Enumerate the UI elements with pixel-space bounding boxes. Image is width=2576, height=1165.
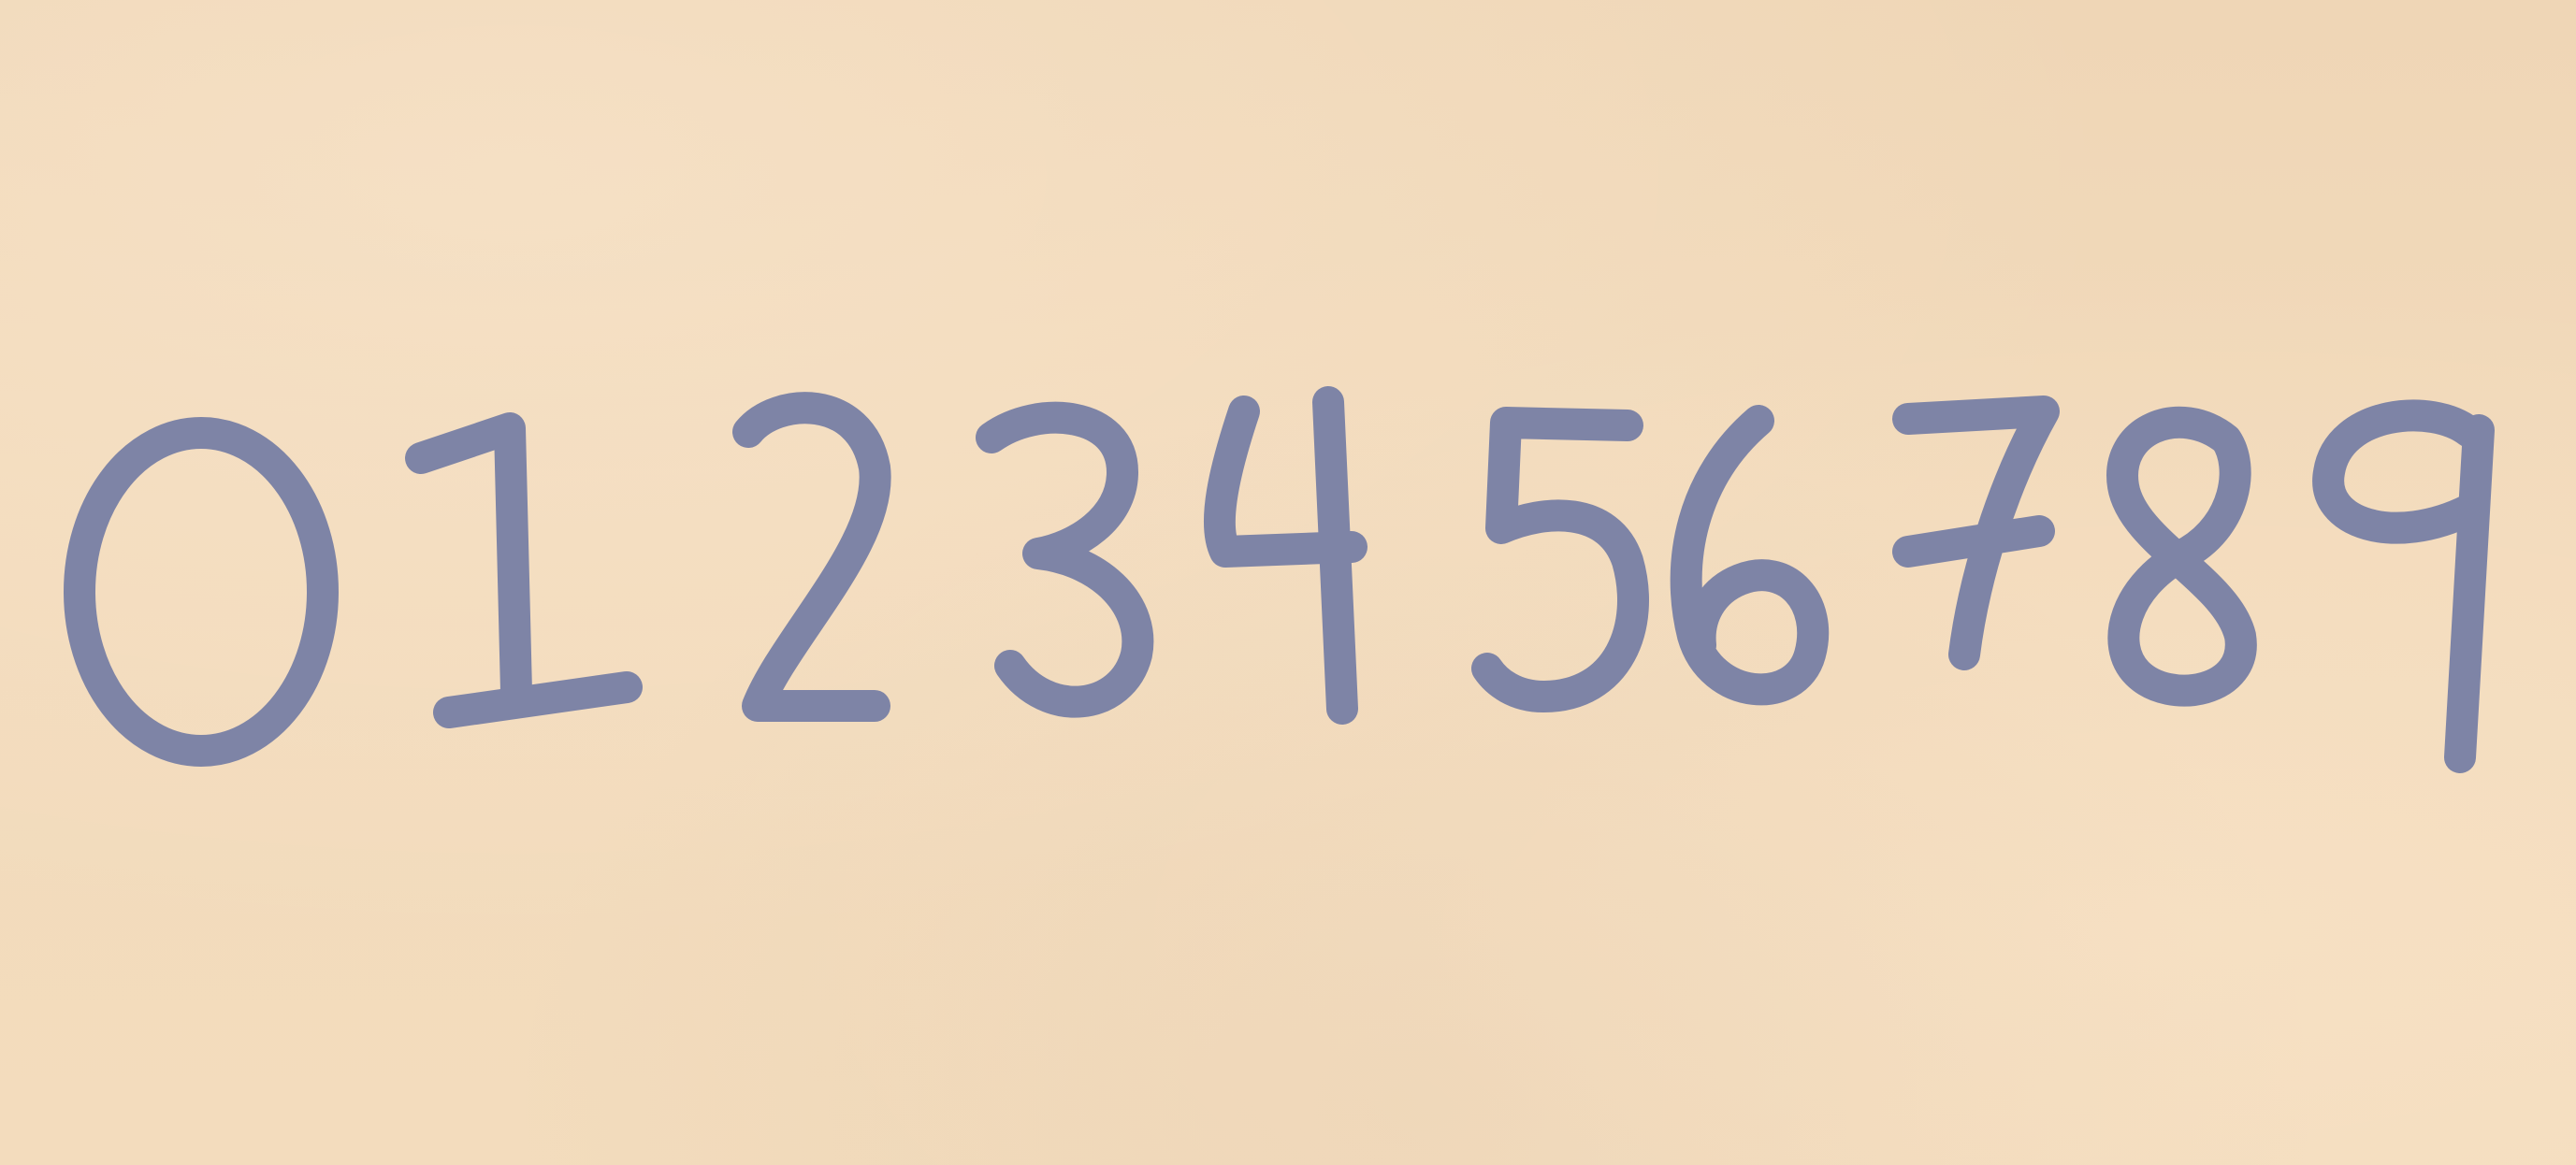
digit-5 bbox=[1487, 423, 1633, 697]
digit-7 bbox=[1908, 411, 2044, 654]
digit-4 bbox=[1220, 402, 1352, 709]
digit-9 bbox=[2328, 415, 2479, 757]
digit-0 bbox=[80, 433, 323, 751]
digit-2 bbox=[748, 408, 876, 706]
digit-1 bbox=[421, 428, 627, 712]
digit-6 bbox=[1686, 421, 1814, 689]
digit-3 bbox=[991, 418, 1137, 702]
digit-8 bbox=[2122, 423, 2241, 691]
